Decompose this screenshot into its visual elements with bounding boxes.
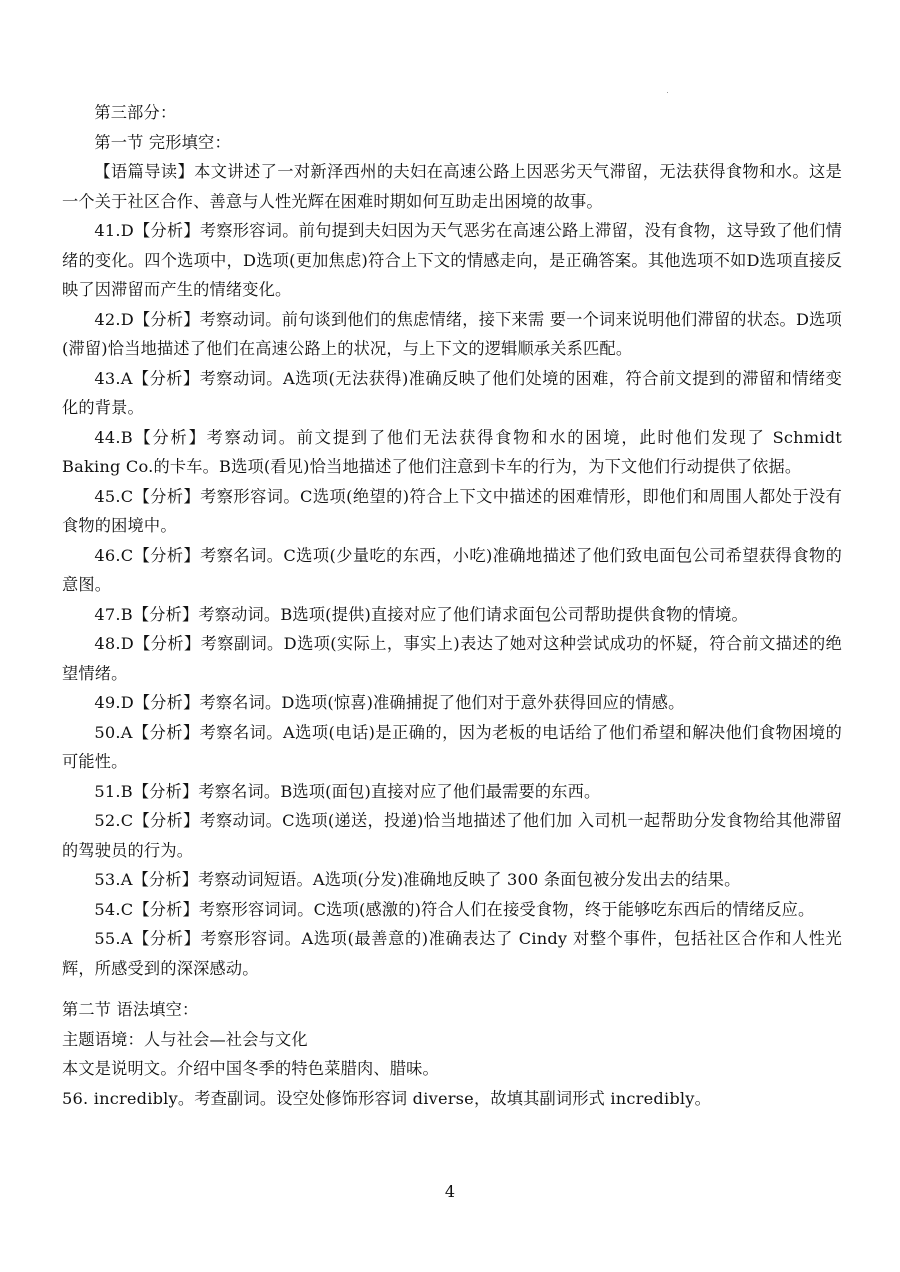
part-heading: 第三部分： bbox=[94, 103, 177, 122]
answer-51: 51.B【分析】考察名词。B选项(面包)直接对应了他们最需要的东西。 bbox=[94, 781, 601, 801]
passage-intro: 【语篇导读】本文讲述了一对新泽西州的夫妇在高速公路上因恶劣天气滞留，无法获得食物和水。这是一个关于社区合作、善意与人性光辉在困难时期如何互助走出困境的故事。 bbox=[62, 162, 842, 211]
document-body bbox=[62, 98, 842, 1113]
answer-41: 41.D【分析】考察形容词。前句提到夫妇因为天气恶劣在高速公路上滞留，没有食物，这导致了他们情绪的变化。四个选项中，D选项(更加焦虑)符合上下文的情感走向，是正确答案。其他选项不如D选项直接反映了因滞留而产生的情绪变化。 bbox=[62, 221, 842, 299]
answer-45: 45.C【分析】考察形容词。C选项(绝望的)符合上下文中描述的困难情形，即他们和周围人都处于没有食物的困境中。 bbox=[62, 486, 842, 535]
page-number: 4 bbox=[444, 1182, 456, 1201]
answer-46: 46.C【分析】考察名词。C选项(少量吃的东西，小吃)准确地描述了他们致电面包公司希望获得食物的意图。 bbox=[62, 545, 842, 594]
answer-47: 47.B【分析】考察动词。B选项(提供)直接对应了他们请求面包公司帮助提供食物的情境。 bbox=[94, 604, 748, 624]
theme-context: 主题语境：人与社会—社会与文化 bbox=[62, 1029, 308, 1049]
answer-49: 49.D【分析】考察名词。D选项(惊喜)准确捕捉了他们对于意外获得回应的情感。 bbox=[94, 693, 685, 712]
section2-heading: 第二节 语法填空： bbox=[62, 1000, 199, 1019]
answer-56: 56. incredibly。考查副词。设空处修饰形容词 diverse，故填其副词形式 incredibly。 bbox=[62, 1088, 711, 1108]
answer-53: 53.A【分析】考察动词短语。A选项(分发)准确地反映了 300 条面包被分发出去的结果。 bbox=[94, 870, 741, 889]
answer-52: 52.C【分析】考察动词。C选项(递送，投递)恰当地描述了他们加 入司机一起帮助分发食物给其他滞留的驾驶员的行为。 bbox=[62, 811, 842, 860]
answer-44: 44.B【分析】考察动词。前文提到了他们无法获得食物和水的困境，此时他们发现了 Schmidt Baking Co.的卡车。B选项(看见)恰当地描述了他们注意到卡车的行为，为下文他们行动提供了依据。 bbox=[62, 427, 842, 476]
text-type-description: 本文是说明文。介绍中国冬季的特色菜腊肉、腊味。 bbox=[62, 1059, 439, 1078]
section-gap bbox=[62, 983, 842, 995]
answer-55: 55.A【分析】考察形容词。A选项(最善意的)准确表达了 Cindy 对整个事件，包括社区合作和人性光辉，所感受到的深深感动。 bbox=[62, 929, 842, 978]
section1-heading: 第一节 完形填空： bbox=[94, 132, 231, 152]
answer-42: 42.D【分析】考察动词。前句谈到他们的焦虑情绪，接下来需 要一个词来说明他们滞留的状态。D选项(滞留)恰当地描述了他们在高速公路上的状况，与上下文的逻辑顺承关系匹配。 bbox=[62, 309, 842, 358]
answer-48: 48.D【分析】考察副词。D选项(实际上，事实上)表达了她对这种尝试成功的怀疑，符合前文描述的绝望情绪。 bbox=[62, 634, 842, 683]
answer-43: 43.A【分析】考察动词。A选项(无法获得)准确反映了他们处境的困难，符合前文提到的滞留和情绪变化的背景。 bbox=[62, 368, 842, 417]
answer-54: 54.C【分析】考察形容词词。C选项(感激的)符合人们在接受食物，终于能够吃东西后的情绪反应。 bbox=[94, 899, 815, 919]
answer-50: 50.A【分析】考察名词。A选项(电话)是正确的，因为老板的电话给了他们希望和解决他们食物困境的可能性。 bbox=[62, 722, 842, 771]
scan-speck bbox=[667, 92, 668, 93]
